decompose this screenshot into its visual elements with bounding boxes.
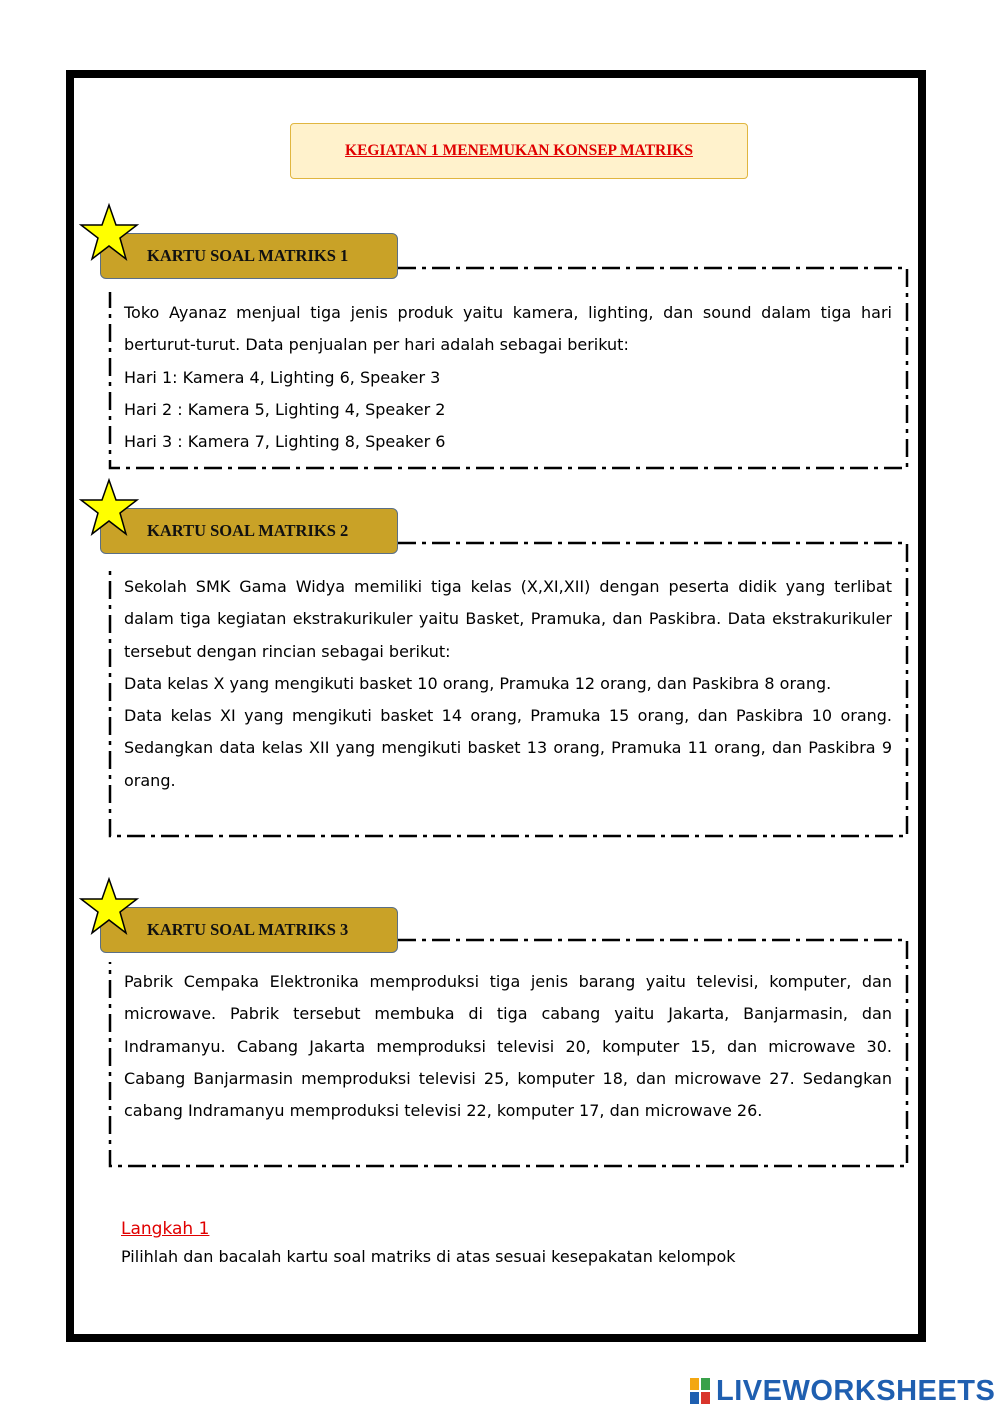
card-1-label: KARTU SOAL MATRIKS 1 (147, 246, 349, 265)
star-icon (79, 877, 139, 937)
card-2-paragraph: Data kelas XI yang mengikuti basket 14 orang, Pramuka 15 orang, dan Paskibra 10 orang. Sedangkan data kelas XII yang mengikuti basket 13 orang, Pramuka 11 orang, dan Paskibra 9 orang. (124, 706, 892, 790)
card-2-label: KARTU SOAL MATRIKS 2 (147, 521, 349, 540)
brand-name: LIVEWORKSHEETS (716, 1374, 996, 1407)
card-2-text (124, 571, 892, 797)
card-1-paragraph: Hari 3 : Kamera 7, Lighting 8, Speaker 6 (124, 432, 446, 452)
card-1-tab (100, 233, 398, 279)
card-1-paragraph: Toko Ayanaz menjual tiga jenis produk yaitu kamera, lighting, dan sound dalam tiga hari berturut-turut. Data penjualan per hari adalah sebagai berikut: (124, 303, 892, 355)
star-icon (79, 203, 139, 263)
card-3-paragraph: Pabrik Cempaka Elektronika memproduksi tiga jenis barang yaitu televisi, komputer, dan microwave. Pabrik tersebut membuka di tiga cabang yaitu Jakarta, Banjarmasin, dan Indramanyu. Cabang Jakarta memproduksi televisi 20, komputer 15, dan microwave 30. Cabang Banjarmasin memproduksi televisi 25, komputer 18, dan microwave 27. Sedangkan cabang Indramanyu memproduksi televisi 22, komputer 17, dan microwave 26. (124, 972, 892, 1121)
card-1-text (124, 297, 892, 458)
card-2-paragraph: Sekolah SMK Gama Widya memiliki tiga kelas (X,XI,XII) dengan peserta didik yang terlibat dalam tiga kegiatan ekstrakurikuler yaitu Basket, Pramuka, dan Paskibra. Data ekstrakurikuler tersebut dengan rincian sebagai berikut: (124, 577, 892, 661)
liveworksheets-logo-icon (690, 1378, 710, 1404)
card-2-tab (100, 508, 398, 554)
card-2-paragraph: Data kelas X yang mengikuti basket 10 orang, Pramuka 12 orang, dan Paskibra 8 orang. (124, 673, 832, 693)
card-1-paragraph: Hari 1: Kamera 4, Lighting 6, Speaker 3 (124, 367, 441, 387)
step-title: Langkah 1 (121, 1219, 210, 1239)
card-1-paragraph: Hari 2 : Kamera 5, Lighting 4, Speaker 2 (124, 399, 446, 419)
step-text: Pilihlah dan bacalah kartu soal matriks di atas sesuai kesepakatan kelompok (121, 1247, 736, 1266)
liveworksheets-brand[interactable] (690, 1374, 995, 1408)
star-icon (79, 478, 139, 538)
card-3-text (124, 966, 892, 1127)
page-title: KEGIATAN 1 MENEMUKAN KONSEP MATRIKS (290, 123, 748, 179)
card-3-label: KARTU SOAL MATRIKS 3 (147, 920, 349, 939)
card-3-tab (100, 907, 398, 953)
